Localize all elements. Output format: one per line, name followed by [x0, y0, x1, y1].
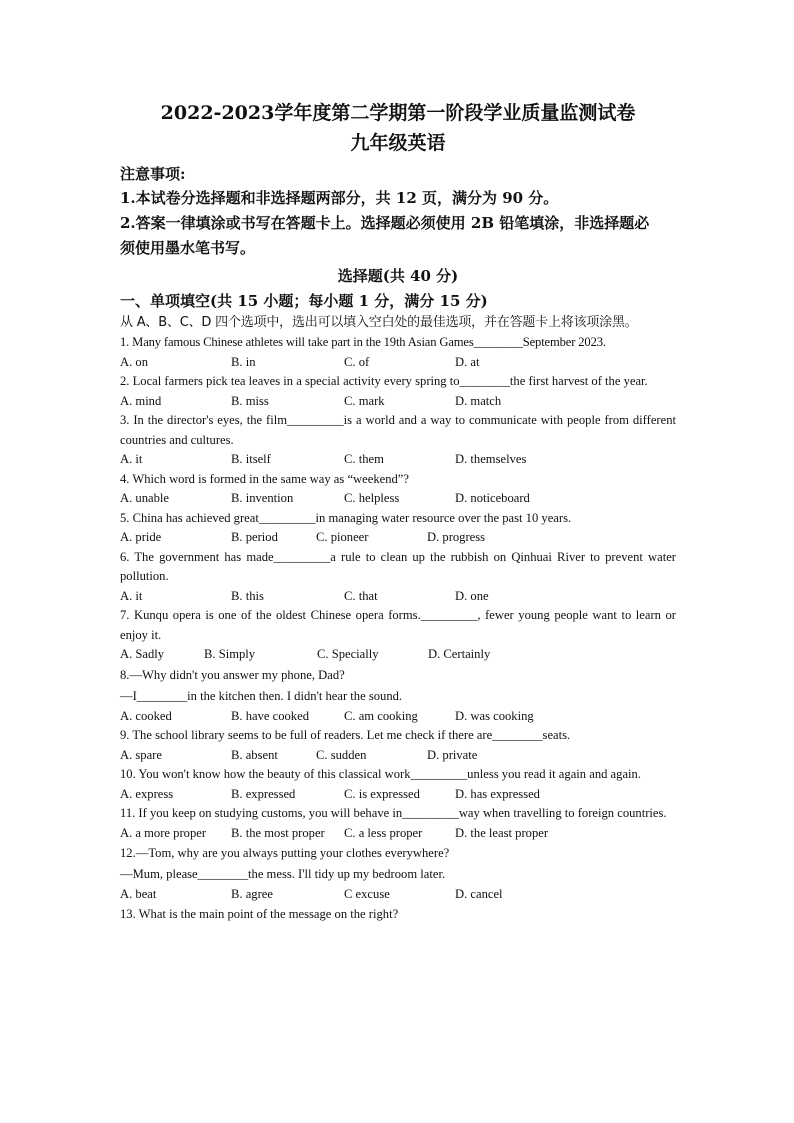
option-b: B. invention: [231, 491, 294, 505]
option-b: B. period: [231, 530, 278, 544]
exam-title: 2022-2023学年度第二学期第一阶段学业质量监测试卷: [160, 102, 636, 124]
note-line-2: 2.答案一律填涂或书写在答题卡上。选择题必须使用 2B 铅笔填涂，非选择题必: [120, 214, 650, 232]
option-d: D. the least proper: [455, 825, 549, 840]
question-stem-reply: —I________in the kitchen then. I didn't hear the sound.: [120, 688, 403, 703]
question-10: [120, 765, 676, 804]
option-b: B. have cooked: [231, 708, 309, 723]
option-c: C. am cooking: [344, 708, 418, 723]
option-d: D. progress: [427, 530, 486, 544]
question-options: [120, 746, 676, 766]
option-c: C. them: [344, 452, 384, 466]
option-a: A. beat: [120, 887, 157, 901]
question-stem: 11. If you keep on studying customs, you will behave in_________way when travelling to foreign countries.: [120, 806, 667, 820]
question-options: [120, 885, 676, 905]
question-3: [120, 411, 676, 470]
question-9: [120, 726, 676, 765]
part-title: 一、单项填空(共 15 小题；每小题 1 分，满分 15 分): [120, 292, 488, 310]
option-c: C. pioneer: [316, 530, 369, 544]
question-8: [120, 665, 676, 727]
option-c: C. is expressed: [344, 786, 420, 801]
option-b: B. expressed: [231, 786, 296, 801]
question-stem: 1. Many famous Chinese athletes will take part in the 19th Asian Games________September 2023.: [120, 335, 606, 349]
question-options: [120, 450, 676, 470]
option-d: D. was cooking: [455, 708, 534, 723]
question-1: [120, 333, 676, 372]
option-c: C. of: [344, 354, 370, 369]
option-d: D. cancel: [455, 887, 503, 901]
question-options: [120, 645, 676, 665]
question-stem-reply: —Mum, please________the mess. I'll tidy up my bedroom later.: [120, 867, 446, 881]
option-a: A. Sadly: [120, 647, 165, 661]
option-c: C. sudden: [316, 747, 367, 762]
option-a: A. mind: [120, 393, 162, 408]
option-a: A. express: [120, 786, 174, 801]
question-4: [120, 470, 676, 509]
option-c: C. Specially: [317, 647, 379, 661]
question-2: [120, 372, 676, 411]
option-c: C. that: [344, 588, 378, 603]
option-b: B. absent: [231, 747, 278, 762]
question-stem: 12.—Tom, why are you always putting your clothes everywhere?: [120, 846, 450, 860]
section-title: 选择题(共 40 分): [337, 267, 459, 285]
question-stem: 5. China has achieved great_________in managing water resource over the past 10 years.: [120, 510, 572, 525]
option-b: B. agree: [231, 887, 273, 901]
option-a: A. unable: [120, 491, 169, 505]
option-d: D. one: [455, 588, 489, 603]
question-stem: 4. Which word is formed in the same way as “weekend”?: [120, 471, 409, 486]
note-line-3: 须使用墨水笔书写。: [120, 239, 256, 257]
question-stem: 9. The school library seems to be full of readers. Let me check if there are________seats.: [120, 728, 571, 742]
question-5: [120, 509, 676, 548]
question-options: [120, 824, 676, 844]
option-a: A. it: [120, 452, 143, 466]
question-stem: 7. Kunqu opera is one of the oldest Chinese opera forms._________, fewer young people want to learn or enjoy it.: [120, 608, 676, 642]
option-b: B. itself: [231, 452, 271, 466]
question-13: [120, 905, 676, 925]
question-options: [120, 392, 676, 412]
option-d: D. match: [455, 393, 502, 408]
option-c: C. a less proper: [344, 825, 423, 840]
note-line-1: 1.本试卷分选择题和非选择题两部分，共 12 页，满分为 90 分。: [120, 189, 559, 207]
question-7: [120, 606, 676, 665]
question-options: [120, 528, 676, 548]
question-6: [120, 548, 676, 607]
option-c: C excuse: [344, 887, 390, 901]
option-a: A. a more proper: [120, 825, 207, 840]
option-d: D. noticeboard: [455, 491, 530, 505]
option-a: A. cooked: [120, 708, 172, 723]
option-a: A. it: [120, 588, 143, 603]
section-instruction: 从 A、B、C、D 四个选项中，选出可以填入空白处的最佳选项，并在答题卡上将该项涂黑。: [120, 315, 638, 330]
question-options: [120, 785, 676, 805]
option-a: A. on: [120, 354, 148, 369]
exam-subtitle: 九年级英语: [350, 132, 446, 154]
question-options: [120, 707, 676, 727]
option-b: B. the most proper: [231, 825, 325, 840]
exam-page: [120, 98, 676, 924]
option-a: A. spare: [120, 747, 162, 762]
option-c: C. helpless: [344, 491, 400, 505]
option-d: D. private: [427, 747, 478, 762]
question-stem: 13. What is the main point of the message on the right?: [120, 906, 399, 921]
option-b: B. this: [231, 588, 264, 603]
question-options: [120, 353, 676, 373]
option-d: D. themselves: [455, 452, 527, 466]
option-d: D. at: [455, 354, 480, 369]
option-b: B. Simply: [204, 647, 256, 661]
question-stem: 2. Local farmers pick tea leaves in a special activity every spring to________the first harvest of the year.: [120, 374, 648, 388]
question-stem: 10. You won't know how the beauty of this classical work_________unless you read it again and again.: [120, 767, 641, 781]
option-d: D. Certainly: [428, 647, 491, 661]
question-11: [120, 804, 676, 843]
question-stem: 6. The government has made_________a rule to clean up the rubbish on Qinhuai River to prevent water pollution.: [120, 549, 676, 583]
option-a: A. pride: [120, 530, 162, 544]
option-d: D. has expressed: [455, 786, 540, 801]
option-c: C. mark: [344, 393, 385, 408]
question-stem: 3. In the director's eyes, the film_________is a world and a way to communicate with people from different countries and cultures.: [120, 413, 676, 447]
question-12: [120, 843, 676, 905]
question-stem: 8.—Why didn't you answer my phone, Dad?: [120, 667, 345, 682]
notes-heading: 注意事项:: [120, 165, 186, 183]
option-b: B. in: [231, 354, 256, 369]
question-options: [120, 489, 676, 509]
question-options: [120, 587, 676, 607]
option-b: B. miss: [231, 393, 269, 408]
